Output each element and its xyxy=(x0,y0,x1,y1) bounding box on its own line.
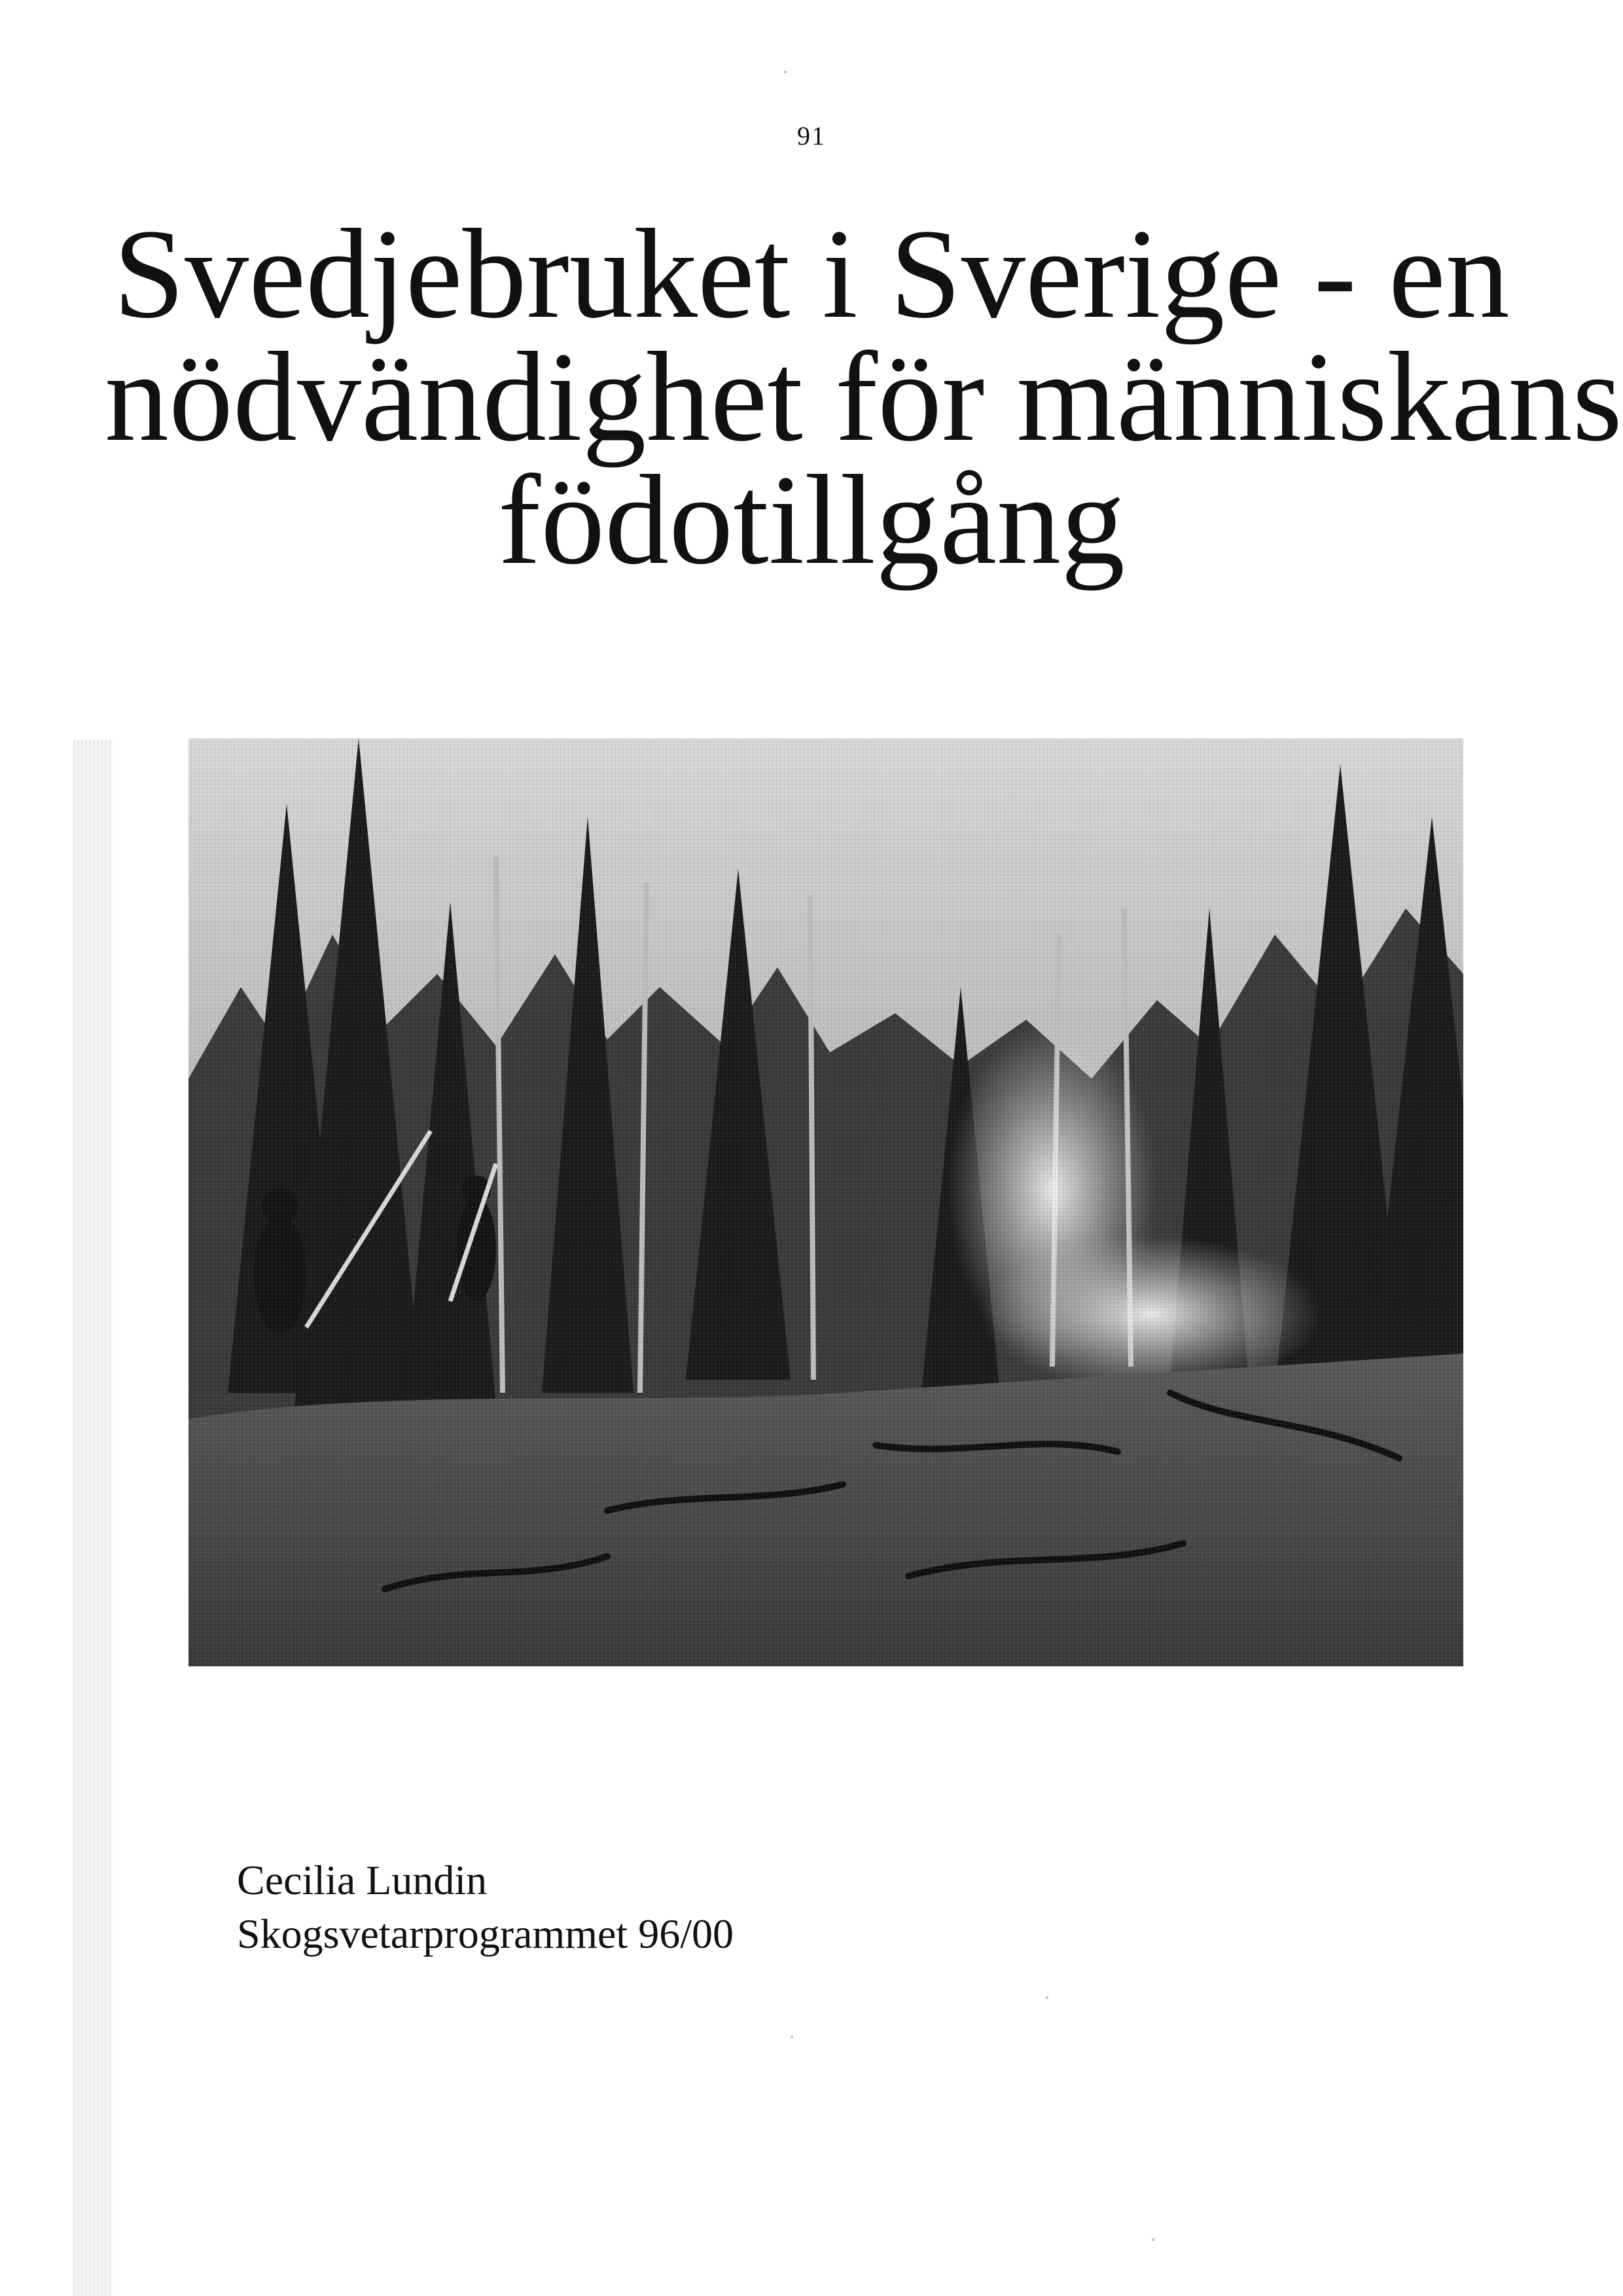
author-name: Cecilia Lundin xyxy=(237,1857,488,1903)
scan-speck xyxy=(784,71,787,73)
title-line-1: Svedjebruket i Sverige - en xyxy=(113,203,1510,345)
scan-speck xyxy=(1152,2238,1154,2241)
scan-speck xyxy=(791,2036,793,2038)
forest-burning-photo xyxy=(188,738,1463,1666)
title-line-3: födotillgång xyxy=(497,449,1126,591)
author-block xyxy=(237,1854,734,1961)
programme-name: Skogsvetarprogrammet 96/00 xyxy=(237,1910,734,1957)
title-line-2: nödvändighet för människans xyxy=(105,326,1622,468)
scan-speck xyxy=(1046,1996,1048,1999)
page-title xyxy=(105,203,1622,591)
page-number: 91 xyxy=(797,121,826,151)
photo-illustration xyxy=(188,738,1463,1666)
scan-edge-shadow xyxy=(73,740,113,2296)
